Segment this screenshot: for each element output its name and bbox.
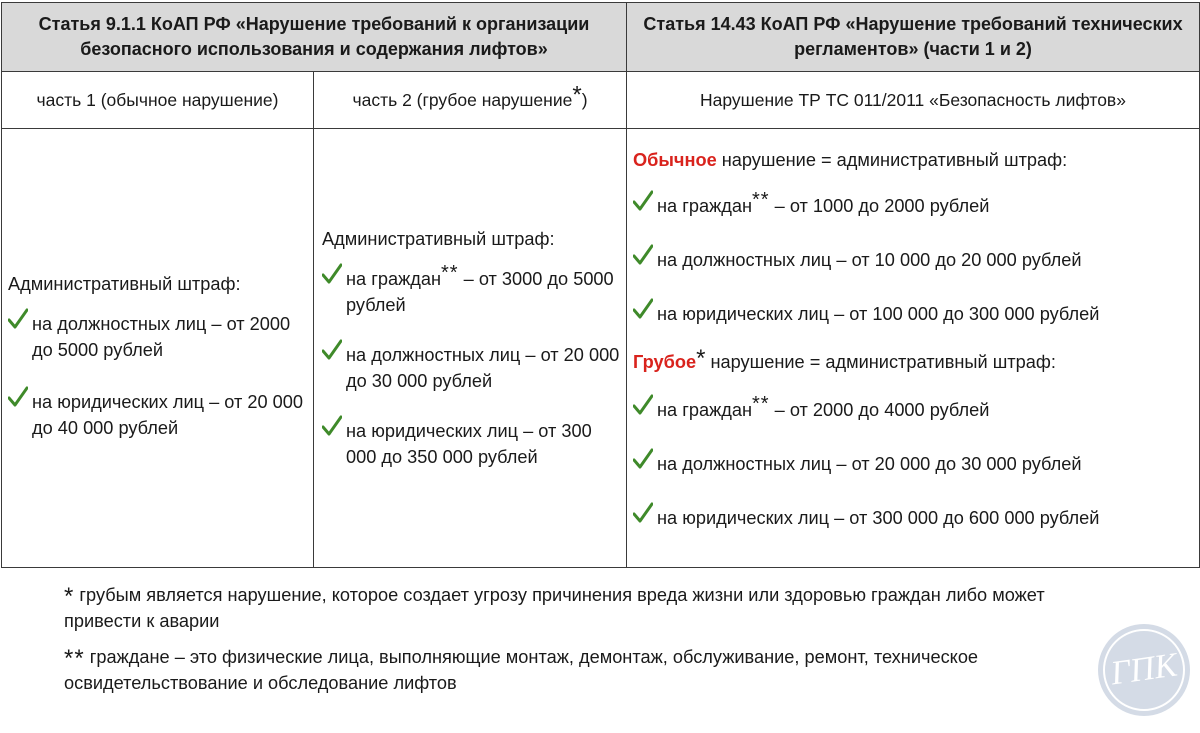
subheader-part-2-label: часть 2 (грубое нарушение <box>352 90 573 110</box>
fines-table <box>1 2 1200 568</box>
table-header-row <box>2 3 1200 72</box>
ordinary-rest: нарушение = административный штраф: <box>716 150 1068 170</box>
footnote-text: граждане – это физические лица, выполняющие монтаж, демонтаж, обслуживание, ремонт, техническое освидетельствование и обследование лифтов <box>64 647 979 693</box>
logo-text: ГПК <box>1108 646 1180 693</box>
footnote-citizens <box>64 644 1124 696</box>
check-icon <box>633 244 653 266</box>
double-asterisk-mark: ** <box>752 393 770 415</box>
list-item-text: – от 2000 до 4000 рублей <box>769 400 990 420</box>
table-subheader-row <box>2 72 1200 129</box>
list-item-text: на должностных лиц – от 20 000 до 30 000 рублей <box>346 345 620 391</box>
list-item <box>322 418 620 470</box>
footnote-text: грубым является нарушение, которое создает угрозу причинения вреда жизни или здоровью граждан либо может привести к аварии <box>64 585 1045 631</box>
list-item <box>633 247 1193 273</box>
list-item-text: на юридических лиц – от 100 000 до 300 000 рублей <box>657 304 1100 324</box>
check-icon <box>633 298 653 320</box>
footnote-gross <box>64 582 1124 634</box>
check-icon <box>322 339 342 361</box>
list-item <box>633 451 1193 477</box>
ordinary-label: Обычное <box>633 150 717 170</box>
table-body-row <box>2 129 1200 568</box>
list-item-text: на должностных лиц – от 2000 до 5000 рублей <box>32 314 291 360</box>
asterisk-mark: * <box>64 583 75 610</box>
check-icon <box>633 502 653 524</box>
ordinary-violation-heading <box>633 147 1193 173</box>
check-icon <box>322 263 342 285</box>
gross-violation-heading <box>633 345 1193 375</box>
list-item-text: на должностных лиц – от 20 000 до 30 000 рублей <box>657 454 1082 474</box>
asterisk-mark: * <box>572 81 582 109</box>
fine-lead: Административный штраф: <box>8 274 241 294</box>
cell-part-2-fines <box>314 129 627 568</box>
list-item-text: на юридических лиц – от 300 000 до 350 000 рублей <box>346 421 592 467</box>
header-article-9-1-1: Статья 9.1.1 КоАП РФ «Нарушение требований к организации безопасного использования и содержания лифтов» <box>2 3 627 72</box>
list-item-text: на должностных лиц – от 10 000 до 20 000 рублей <box>657 250 1082 270</box>
cell-part-1-fines <box>2 129 314 568</box>
list-item <box>633 505 1193 531</box>
list-item <box>633 393 1193 423</box>
list-item <box>322 342 620 394</box>
check-icon <box>8 308 28 330</box>
gpk-logo-icon <box>1096 622 1192 718</box>
asterisk-mark: * <box>696 345 706 372</box>
list-item <box>633 301 1193 327</box>
subheader-part-1: часть 1 (обычное нарушение) <box>2 72 314 129</box>
list-item-text: на граждан <box>657 196 753 216</box>
list-item <box>322 262 620 318</box>
subheader-part-2 <box>314 72 627 129</box>
gross-rest: нарушение = административный штраф: <box>705 352 1056 372</box>
double-asterisk-mark: ** <box>64 645 85 672</box>
gross-label: Грубое <box>633 352 697 372</box>
list-item <box>633 189 1193 219</box>
list-item-text: на граждан <box>657 400 753 420</box>
check-icon <box>633 448 653 470</box>
list-item <box>8 389 307 441</box>
list-item <box>8 311 307 363</box>
check-icon <box>322 415 342 437</box>
list-item-text: на юридических лиц – от 300 000 до 600 000 рублей <box>657 508 1100 528</box>
list-item-text: на граждан <box>346 269 442 289</box>
double-asterisk-mark: ** <box>441 262 459 284</box>
cell-tr-ts-fines <box>627 129 1200 568</box>
check-icon <box>8 386 28 408</box>
footnotes <box>64 582 1124 706</box>
subheader-tr-ts: Нарушение ТР ТС 011/2011 «Безопасность лифтов» <box>627 72 1200 129</box>
fine-lead: Административный штраф: <box>322 229 555 249</box>
double-asterisk-mark: ** <box>752 189 770 211</box>
subheader-part-2-close: ) <box>581 90 588 110</box>
check-icon <box>633 190 653 212</box>
list-item-text: – от 1000 до 2000 рублей <box>769 196 990 216</box>
header-article-14-43: Статья 14.43 КоАП РФ «Нарушение требований технических регламентов» (части 1 и 2) <box>627 3 1200 72</box>
list-item-text: – от 3000 до 5000 рублей <box>346 269 614 315</box>
list-item-text: на юридических лиц – от 20 000 до 40 000 рублей <box>32 392 303 438</box>
check-icon <box>633 394 653 416</box>
